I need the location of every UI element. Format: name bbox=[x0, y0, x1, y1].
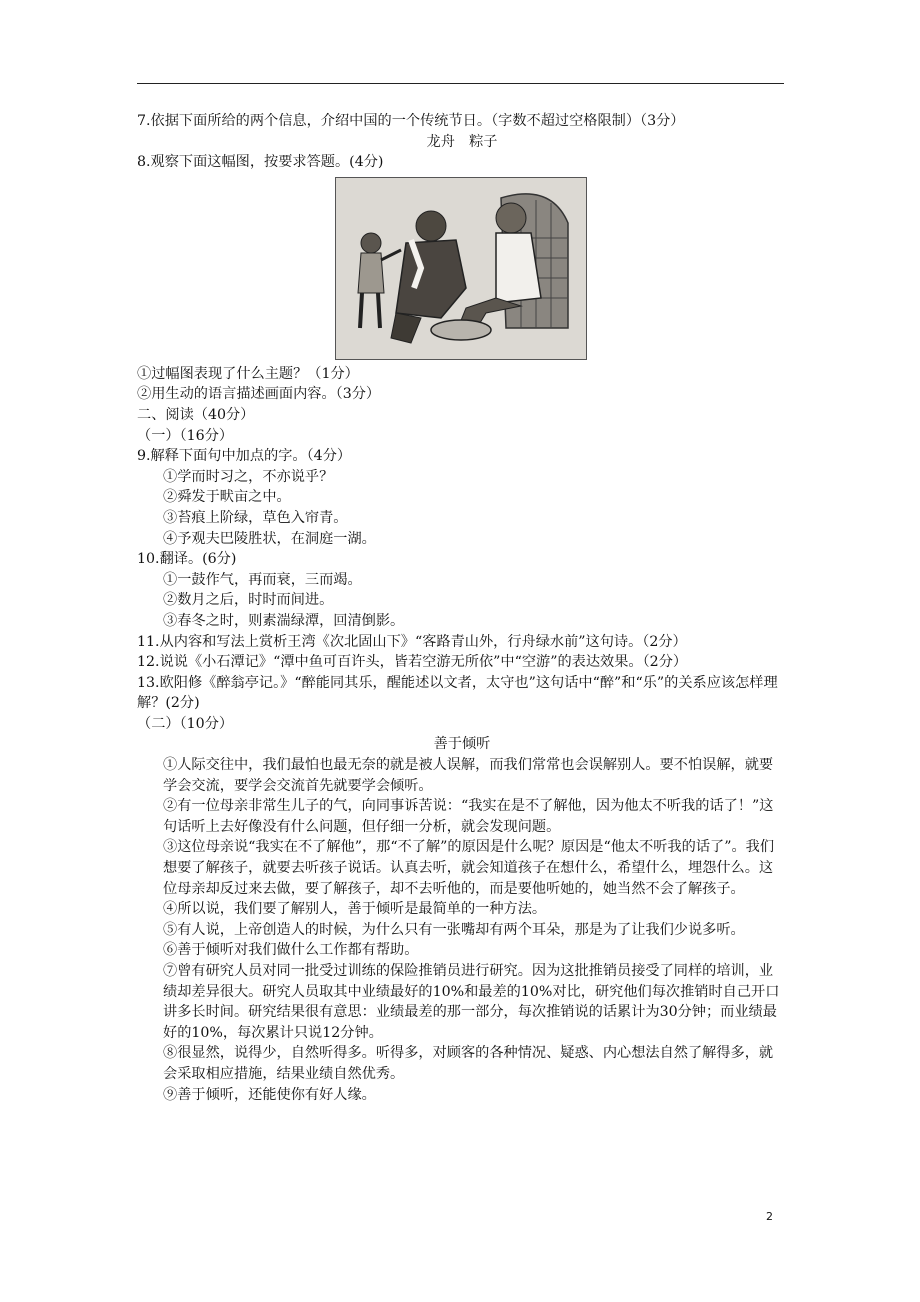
article-paragraph: ②有一位母亲非常生儿子的气，向同事诉苦说：“我实在是不了解他，因为他太不听我的话了！”这句话听上去好像没有什么问题，但仔细一分析，就会发现问题。 bbox=[163, 798, 774, 835]
question-9-item: ①学而时习之，不亦说乎？ bbox=[163, 468, 334, 485]
exam-page bbox=[137, 111, 787, 1105]
question-10-item: ①一鼓作气，再而衰，三而竭。 bbox=[163, 571, 362, 588]
question-9-item: ④予观夫巴陵胜状，在洞庭一湖。 bbox=[163, 530, 376, 547]
article-title: 善于倾听 bbox=[433, 736, 491, 753]
foot-washing-family-illustration bbox=[335, 177, 587, 360]
question-13: 13.欧阳修《醉翁亭记。》“醉能同其乐，醒能述以文者，太守也”这句话中“醉”和“乐”的关系应该怎样理解？(2分) bbox=[137, 674, 778, 712]
question-7-hint: 龙舟 粽子 bbox=[426, 133, 498, 150]
question-11: 11.从内容和写法上赏析王湾《次北固山下》“客路青山外，行舟绿水前”这句诗。（2分） bbox=[137, 633, 687, 650]
illustration-svg bbox=[336, 178, 586, 359]
article-paragraph: ⑤有人说，上帝创造人的时候，为什么只有一张嘴却有两个耳朵，那是为了让我们少说多听。 bbox=[163, 921, 745, 938]
part-2-title: （二）（10分） bbox=[137, 715, 234, 732]
question-9: 9.解释下面句中加点的字。（4分） bbox=[137, 448, 352, 465]
part-1-title: （一）（16分） bbox=[137, 427, 234, 444]
article-paragraph: ①人际交往中，我们最怕也最无奈的就是被人误解，而我们常常也会误解别人。要不怕误解，就要学会交流，要学会交流首先就要学会倾听。 bbox=[163, 757, 774, 794]
question-10-item: ③春冬之时，则素湍绿潭，回清倒影。 bbox=[163, 612, 405, 629]
article-paragraph: ⑥善于倾听对我们做什么工作都有帮助。 bbox=[163, 942, 419, 959]
question-8-sub2: ②用生动的语言描述画面内容。（3分） bbox=[137, 386, 381, 403]
page-number: 2 bbox=[766, 1210, 773, 1223]
question-9-item: ③苔痕上阶绿，草色入帘青。 bbox=[163, 509, 348, 526]
question-8: 8.观察下面这幅图，按要求答题。(4分) bbox=[137, 154, 384, 171]
question-10: 10.翻译。(6分) bbox=[137, 551, 237, 568]
article-paragraph: ⑨善于倾听，还能使你有好人缘。 bbox=[163, 1086, 376, 1103]
article-paragraph: ⑧很显然，说得少，自然听得多。听得多，对顾客的各种情况、疑惑、内心想法自然了解得多，就会采取相应措施，结果业绩自然优秀。 bbox=[163, 1045, 774, 1082]
question-12: 12.说说《小石潭记》“潭中鱼可百许头，皆若空游无所依”中“空游”的表达效果。（2分） bbox=[137, 654, 688, 671]
article-paragraph: ③这位母亲说“我实在不了解他”，那“不了解”的原因是什么呢？原因是“他太不听我的话了”。我们想要了解孩子，就要去听孩子说话。认真去听，就会知道孩子在想什么，希望什么，埋怨什么。这位母亲却反过来去做，要了解孩子，却不去听他的，而是要他听她的，她当然不会了解孩子。 bbox=[163, 839, 775, 897]
question-10-item: ②数月之后，时时而间进。 bbox=[163, 592, 334, 609]
header-rule bbox=[137, 83, 784, 84]
question-9-item: ②舜发于畎亩之中。 bbox=[163, 489, 291, 506]
question-8-sub1: ①过幅图表现了什么主题？（1分） bbox=[137, 365, 359, 382]
article-paragraph: ⑦曾有研究人员对同一批受过训练的保险推销员进行研究。因为这批推销员接受了同样的培训，业绩却差异很大。研究人员取其中业绩最好的10%和最差的10%对比，研究他们每次推销时自己开口讲多长时间。研究结果很有意思：业绩最差的那一部分，每次推销说的话累计为30分钟；而业绩最好的10%，每次累计只说12分钟。 bbox=[163, 963, 780, 1041]
article-paragraph: ④所以说，我们要了解别人，善于倾听是最简单的一种方法。 bbox=[163, 901, 547, 918]
section-reading-title: 二、阅读（40分） bbox=[137, 406, 255, 423]
question-7: 7.依据下面所给的两个信息，介绍中国的一个传统节日。（字数不超过空格限制）（3分） bbox=[137, 113, 685, 129]
